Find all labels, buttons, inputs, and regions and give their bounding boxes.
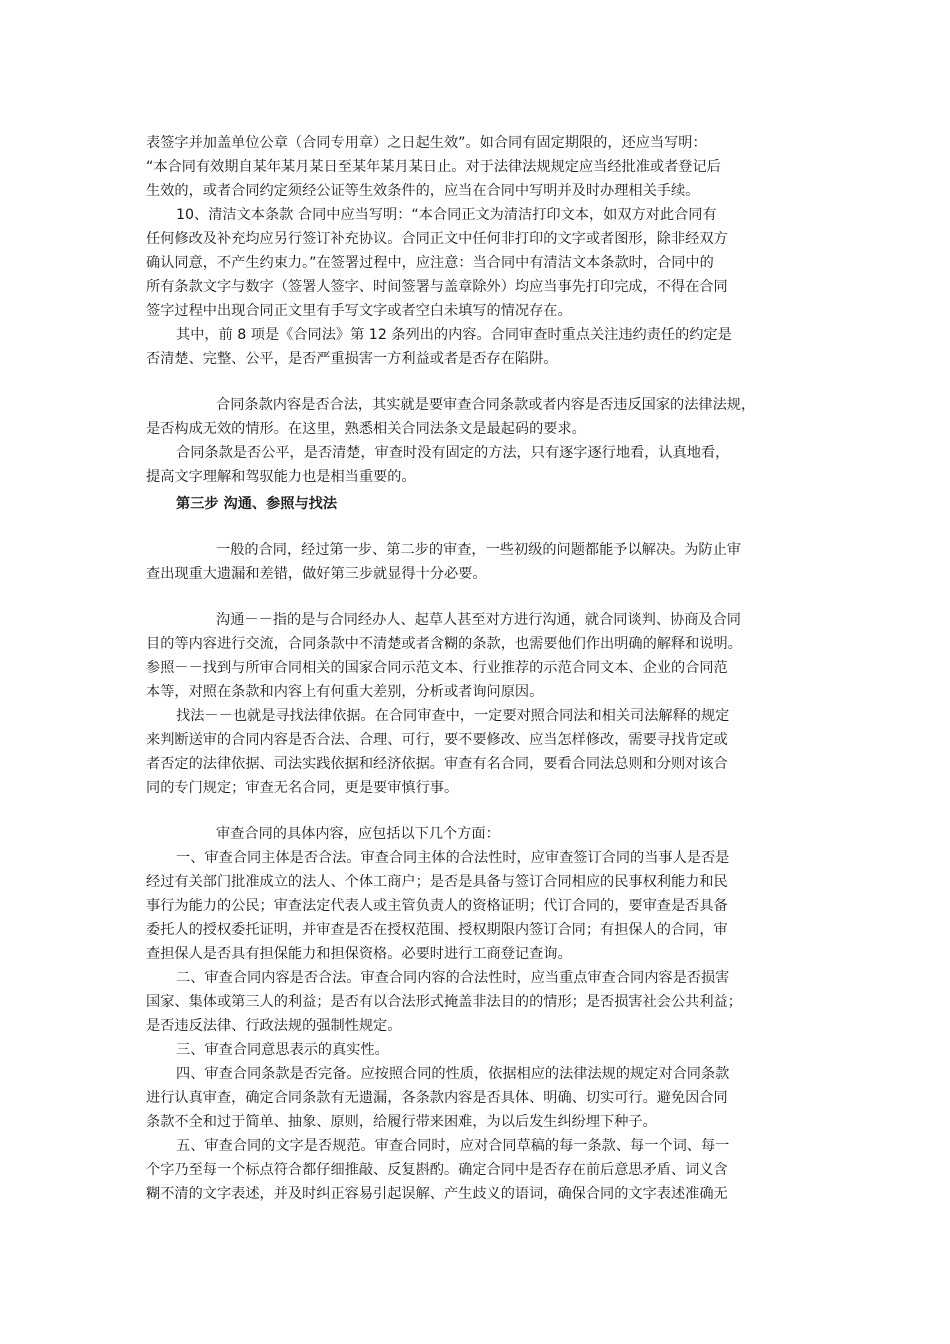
- text-line: 二、审查合同内容是否合法。审查合同内容的合法性时，应当重点审查合同内容是否损害: [176, 970, 730, 986]
- text-line: 糊不清的文字表述，并及时纠正容易引起误解、产生歧义的语词，确保合同的文字表述准确无: [146, 1186, 728, 1202]
- text-line: 同的专门规定；审查无名合同，更是要审慎行事。: [146, 780, 459, 796]
- text-line: 本等，对照在条款和内容上有何重大差别，分析或者询问原因。: [146, 684, 544, 700]
- text-line: 四、审查合同条款是否完备。应按照合同的性质，依据相应的法律法规的规定对合同条款: [176, 1066, 730, 1082]
- text-line: 签字过程中出现合同正文里有手写文字或者空白未填写的情况存在。: [146, 303, 572, 319]
- text-line: 合同条款内容是否合法，其实就是要审查合同条款或者内容是否违反国家的法律法规，: [216, 397, 756, 413]
- text-line: 事行为能力的公民；审查法定代表人或主管负责人的资格证明；代订合同的，要审查是否具备: [146, 898, 728, 914]
- text-line: 任何修改及补充均应另行签订补充协议。合同正文中任何非打印的文字或者图形，除非经双方: [146, 231, 728, 247]
- text-line: 10、清洁文本条款 合同中应当写明：“本合同正文为清洁打印文本，如双方对此合同有: [176, 207, 717, 223]
- text-line: 生效的，或者合同约定须经公证等生效条件的，应当在合同中写明并及时办理相关手续。: [146, 183, 700, 199]
- text-line: 合同条款是否公平，是否清楚，审查时没有固定的方法，只有逐字逐行地看，认真地看，: [176, 445, 730, 461]
- section-heading: 第三步 沟通、参照与找法: [176, 496, 338, 512]
- text-line: 提高文字理解和驾驭能力也是相当重要的。: [146, 469, 416, 485]
- text-line: 其中，前 8 项是《合同法》第 12 条列出的内容。合同审查时重点关注违约责任的约定是: [176, 327, 732, 343]
- text-line: 所有条款文字与数字（签署人签字、时间签署与盖章除外）均应当事先打印完成，不得在合同: [146, 279, 728, 295]
- text-line: 经过有关部门批准成立的法人、个体工商户；是否是具备与签订合同相应的民事权利能力和民: [146, 874, 728, 890]
- text-line: 条款不全和过于简单、抽象、原则，给履行带来困难，为以后发生纠纷埋下种子。: [146, 1114, 657, 1130]
- text-line: 查担保人是否具有担保能力和担保资格。必要时进行工商登记查询。: [146, 946, 572, 962]
- text-line: 三、审查合同意思表示的真实性。: [176, 1042, 389, 1058]
- text-line: 一般的合同，经过第一步、第二步的审查，一些初级的问题都能予以解决。为防止审: [216, 542, 741, 558]
- text-line: 查出现重大遗漏和差错，做好第三步就显得十分必要。: [146, 566, 487, 582]
- text-line: 是否违反法律、行政法规的强制性规定。: [146, 1018, 402, 1034]
- text-line: 沟通－－指的是与合同经办人、起草人甚至对方进行沟通，就合同谈判、协商及合同: [216, 612, 741, 628]
- text-line: 审查合同的具体内容，应包括以下几个方面：: [216, 826, 500, 842]
- text-line: 是否构成无效的情形。在这里，熟悉相关合同法条文是最起码的要求。: [146, 421, 586, 437]
- text-line: 个字乃至每一个标点符合都仔细推敲、反复斟酌。确定合同中是否存在前后意思矛盾、词义含: [146, 1162, 728, 1178]
- text-line: 否清楚、完整、公平，是否严重损害一方利益或者是否存在陷阱。: [146, 351, 558, 367]
- text-line: 五、审查合同的文字是否规范。审查合同时，应对合同草稿的每一条款、每一个词、每一: [176, 1138, 730, 1154]
- text-line: 进行认真审查，确定合同条款有无遗漏，各条款内容是否具体、明确、切实可行。避免因合同: [146, 1090, 728, 1106]
- text-line: 国家、集体或第三人的利益；是否有以合法形式掩盖非法目的的情形；是否损害社会公共利益；: [146, 994, 742, 1010]
- text-line: 委托人的授权委托证明，并审查是否在授权范围、授权期限内签订合同；有担保人的合同，审: [146, 922, 728, 938]
- text-line: 一、审查合同主体是否合法。审查合同主体的合法性时，应审查签订合同的当事人是否是: [176, 850, 730, 866]
- text-line: 表签字并加盖单位公章（合同专用章）之日起生效”。如合同有固定期限的，还应当写明：: [146, 135, 707, 151]
- text-line: 确认同意，不产生约束力。”在签署过程中，应注意：当合同中有清洁文本条款时，合同中的: [146, 255, 714, 271]
- text-line: 来判断送审的合同内容是否合法、合理、可行，要不要修改、应当怎样修改，需要寻找肯定或: [146, 732, 728, 748]
- text-line: 参照－－找到与所审合同相关的国家合同示范文本、行业推荐的示范合同文本、企业的合同范: [146, 660, 728, 676]
- text-line: “本合同有效期自某年某月某日至某年某月某日止。对于法律法规规定应当经批准或者登记后: [146, 159, 721, 175]
- text-line: 目的等内容进行交流，合同条款中不清楚或者含糊的条款，也需要他们作出明确的解释和说明。: [146, 636, 742, 652]
- text-line: 者否定的法律依据、司法实践依据和经济依据。审查有名合同，要看合同法总则和分则对该合: [146, 756, 728, 772]
- text-line: 找法－－也就是寻找法律依据。在合同审查中，一定要对照合同法和相关司法解释的规定: [176, 708, 730, 724]
